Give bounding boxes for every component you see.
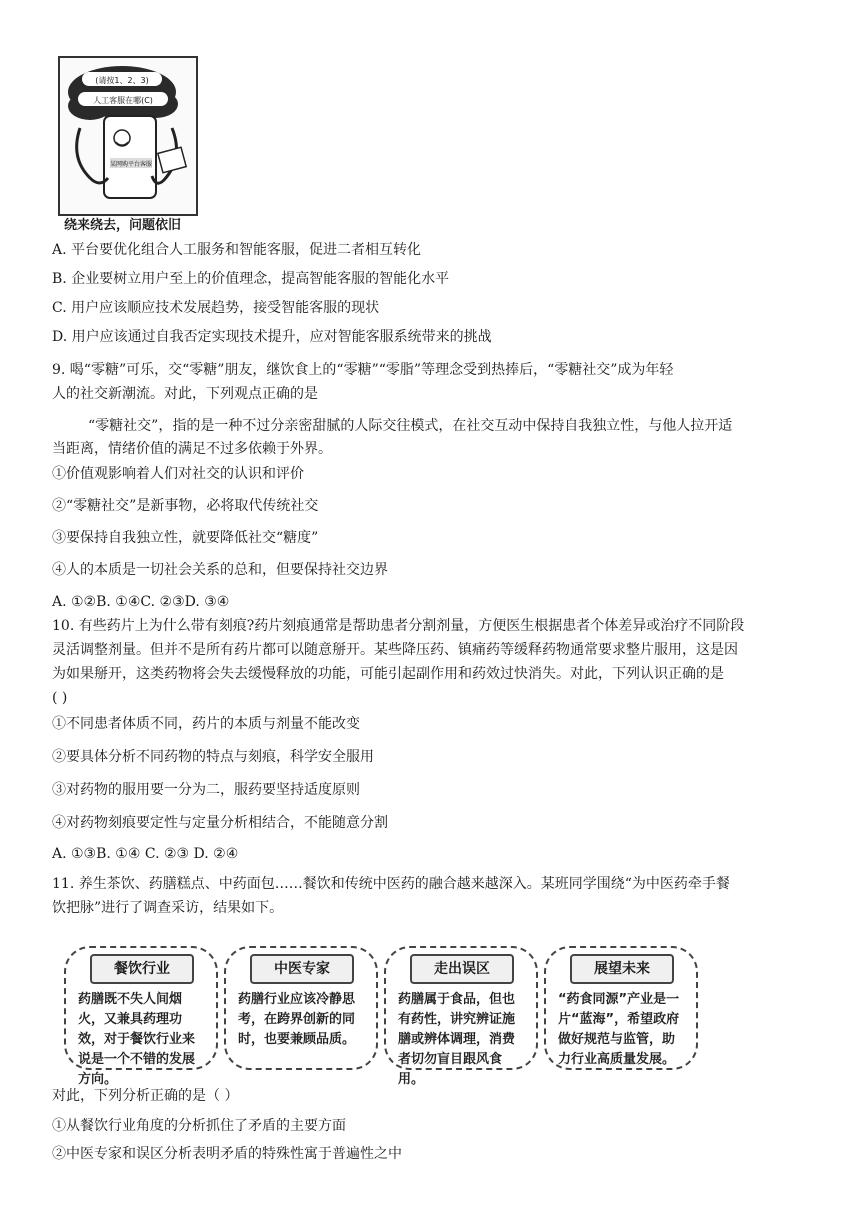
q9-options: A. ①②B. ①④C. ②③D. ③④ (52, 594, 230, 610)
q11-after-text: 对此，下列分析正确的是（ ） (52, 1088, 239, 1104)
q11-stem-line-1: 11. 养生茶饮、药膳糕点、中药面包……餐饮和传统中医药的融合越来越深入。某班同学围绕“为中医药牵手餐 (52, 876, 730, 892)
q10-stem-line-3: 为如果掰开，这类药物将会失去缓慢释放的功能，可能引起副作用和药效过快消失。对此，下列认识正确的是 (52, 666, 724, 682)
q8-option-b: B. 企业要树立用户至上的价值理念，提高智能客服的智能化水平 (52, 271, 450, 287)
cloud-text-1: (请按1、2、3) (95, 76, 149, 85)
q9-stem-line-2: 人的社交新潮流。对此，下列观点正确的是 (52, 386, 318, 402)
card-catering (64, 946, 218, 1087)
q9-material-line-2: 当距离，情绪价值的满足不过多依赖于外界。 (52, 441, 332, 457)
q9-material-line-1: “零糖社交”，指的是一种不过分亲密甜腻的人际交往模式，在社交互动中保持自我独立性，与他人拉开适 (88, 418, 733, 434)
card-tcm-expert (224, 946, 378, 1070)
card-misconception (384, 946, 538, 1087)
q10-item-1: ①不同患者体质不同，药片的本质与剂量不能改变 (52, 716, 360, 732)
q8-option-c: C. 用户应该顺应技术发展趋势，接受智能客服的现状 (52, 300, 380, 316)
q10-options: A. ①③B. ①④ C. ②③ D. ②④ (52, 846, 239, 862)
q10-item-4: ④对药物刻痕要定性与定量分析相结合，不能随意分割 (52, 815, 388, 831)
cartoon-illustration (58, 56, 198, 216)
q9-item-3: ③要保持自我独立性，就要降低社交“糖度” (52, 530, 319, 546)
q9-item-2: ②“零糖社交”是新事物，必将取代传统社交 (52, 498, 319, 514)
cloud-text-2: 人工客服在哪(C) (93, 96, 153, 105)
card-misconception-body: 药膳属于食品，但也有药性，讲究辨证施膳或辨体调理，消费者切勿盲目跟风食用。 (398, 992, 516, 1087)
q9-item-4: ④人的本质是一切社会关系的总和，但要保持社交边界 (52, 562, 388, 578)
q10-stem-line-1: 10. 有些药片上为什么带有刻痕?药片刻痕通常是帮助患者分割剂量，方便医生根据患者个体差异或治疗不同阶段 (52, 618, 745, 634)
q9-stem-line-1: 9. 喝“零糖”可乐，交“零糖”朋友，继饮食上的“零糖”“零脂”等理念受到热捧后，“零糖社交”成为年轻 (52, 362, 674, 378)
card-catering-title: 餐饮行业 (90, 954, 194, 984)
q10-stem-line-4: ( ) (52, 690, 68, 706)
q10-item-3: ③对药物的服用要一分为二，服药要坚持适度原则 (52, 782, 360, 798)
cartoon-caption: 绕来绕去，问题依旧 (64, 218, 182, 233)
phone-label: 某网购平台客服 (109, 161, 153, 168)
q9-item-1: ①价值观影响着人们对社交的认识和评价 (52, 466, 304, 482)
card-outlook-body: “药食同源”产业是一片“蓝海”，希望政府做好规范与监管，助力行业高质量发展。 (558, 992, 680, 1067)
q8-option-d: D. 用户应该通过自我否定实现技术提升，应对智能客服系统带来的挑战 (52, 329, 492, 345)
q11-item-2: ②中医专家和误区分析表明矛盾的特殊性寓于普遍性之中 (52, 1146, 402, 1162)
card-outlook (544, 946, 698, 1070)
q11-stem-line-2: 饮把脉”进行了调查采访，结果如下。 (52, 900, 284, 916)
card-misconception-title: 走出误区 (410, 954, 514, 984)
q10-stem-line-2: 灵活调整剂量。但并不是所有药片都可以随意掰开。某些降压药、镇痛药等缓释药物通常要求整片服用，这是因 (52, 642, 738, 658)
card-outlook-title: 展望未来 (570, 954, 674, 984)
cartoon-drawing (60, 58, 196, 214)
q8-option-a: A. 平台要优化组合人工服务和智能客服，促进二者相互转化 (52, 242, 422, 258)
card-catering-body: 药膳既不失人间烟火，又兼具药理功效，对于餐饮行业来说是一个不错的发展方向。 (78, 992, 196, 1087)
card-tcm-expert-body: 药膳行业应该冷静思考，在跨界创新的同时，也要兼顾品质。 (238, 992, 356, 1047)
survey-cards (64, 924, 696, 1087)
card-tcm-expert-title: 中医专家 (250, 954, 354, 984)
q11-item-1: ①从餐饮行业角度的分析抓住了矛盾的主要方面 (52, 1118, 346, 1134)
q10-item-2: ②要具体分析不同药物的特点与刻痕，科学安全服用 (52, 749, 374, 765)
